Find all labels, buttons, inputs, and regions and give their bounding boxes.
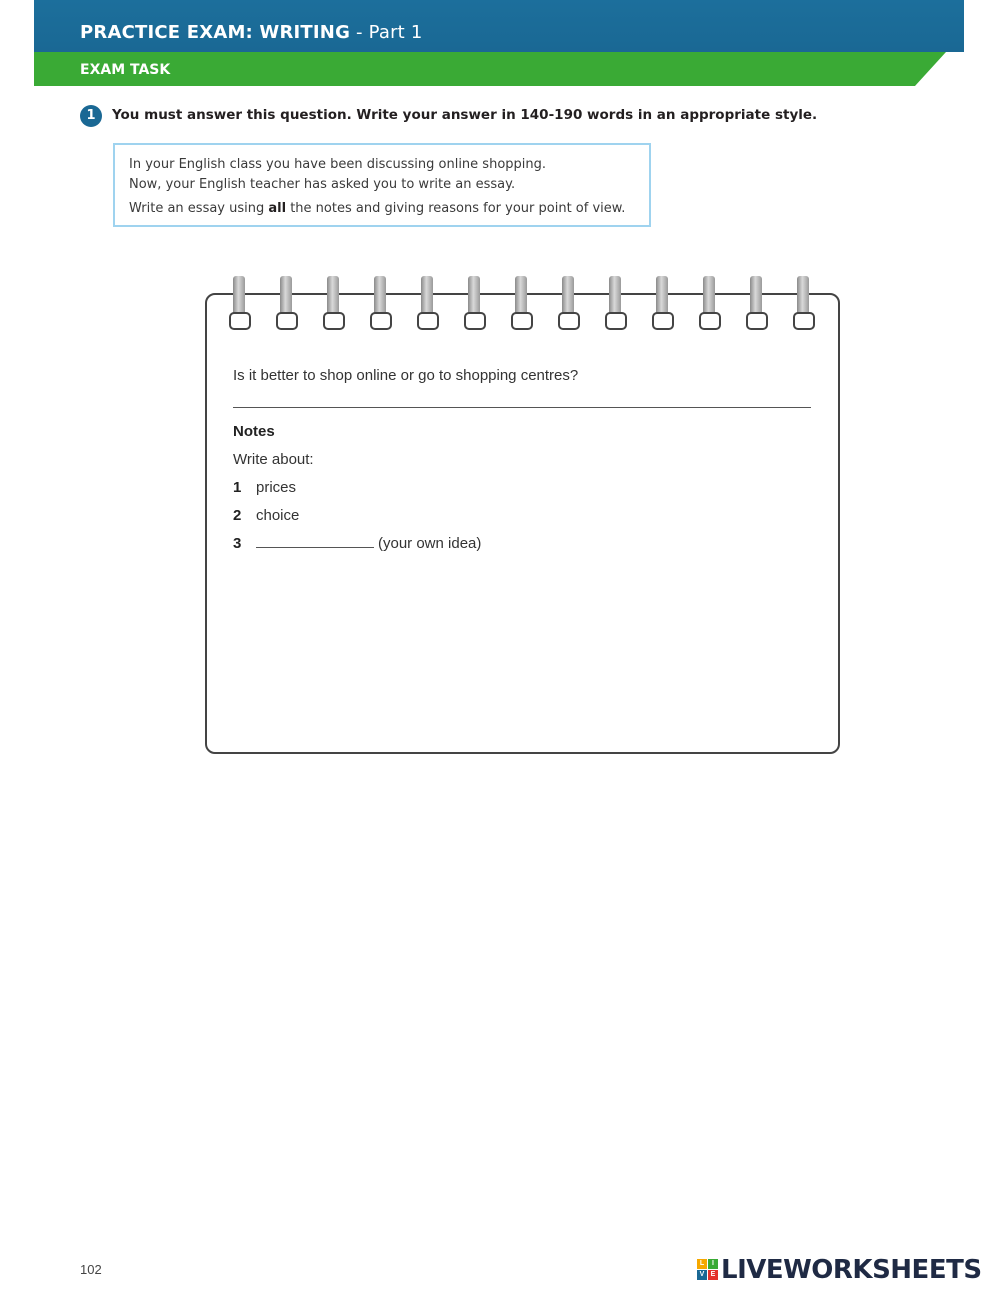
note-number: 1 — [233, 479, 242, 496]
question-instruction: You must answer this question. Write your answer in 140-190 words in an appropriate style. — [112, 107, 818, 123]
task-line-3-post: the notes and giving reasons for your point of view. — [286, 201, 626, 216]
page-title-bold: PRACTICE EXAM: WRITING — [80, 22, 351, 43]
note-text: choice — [256, 507, 300, 524]
spiral-coil — [367, 270, 393, 330]
task-line-3 — [129, 201, 625, 216]
logo-letter: I — [708, 1259, 718, 1269]
page-title — [80, 22, 423, 43]
spiral-coil — [555, 270, 581, 330]
note-text: prices — [256, 479, 297, 496]
spiral-coil — [602, 270, 628, 330]
spiral-coil — [696, 270, 722, 330]
spiral-coil — [649, 270, 675, 330]
page-number: 102 — [80, 1262, 102, 1277]
task-description-box — [113, 143, 651, 227]
spiral-coil — [273, 270, 299, 330]
page-title-part: - Part 1 — [350, 22, 423, 43]
note-text: (your own idea) — [378, 535, 482, 552]
notes-heading: Notes — [233, 423, 275, 440]
spiral-coil — [414, 270, 440, 330]
task-line-1: In your English class you have been discussing online shopping. — [129, 157, 547, 172]
subheader-banner — [34, 52, 946, 86]
task-line-3-pre: Write an essay using — [129, 201, 269, 216]
note-item — [233, 479, 296, 496]
write-about-label: Write about: — [233, 451, 314, 468]
spiral-coil — [743, 270, 769, 330]
essay-question: Is it better to shop online or go to shopping centres? — [233, 367, 579, 384]
note-number: 2 — [233, 507, 242, 524]
note-item — [233, 507, 299, 524]
task-line-3-bold: all — [268, 201, 287, 216]
note-number: 3 — [233, 535, 242, 552]
question-number-badge: 1 — [80, 105, 102, 127]
spiral-coil — [226, 270, 252, 330]
logo-letter: E — [708, 1270, 718, 1280]
section-label: EXAM TASK — [80, 62, 171, 78]
own-idea-blank[interactable] — [256, 535, 374, 548]
spiral-coil — [790, 270, 816, 330]
liveworksheets-text: LIVEWORKSHEETS — [721, 1255, 982, 1285]
spiral-coil — [320, 270, 346, 330]
task-line-2: Now, your English teacher has asked you to write an essay. — [129, 177, 516, 192]
liveworksheets-icon — [697, 1259, 719, 1281]
spiral-coil — [508, 270, 534, 330]
notepad-card — [205, 293, 840, 754]
logo-letter: L — [697, 1259, 707, 1269]
spiral-binding — [226, 270, 826, 340]
note-item — [233, 535, 481, 552]
spiral-coil — [461, 270, 487, 330]
logo-letter: V — [697, 1270, 707, 1280]
divider — [233, 407, 811, 408]
